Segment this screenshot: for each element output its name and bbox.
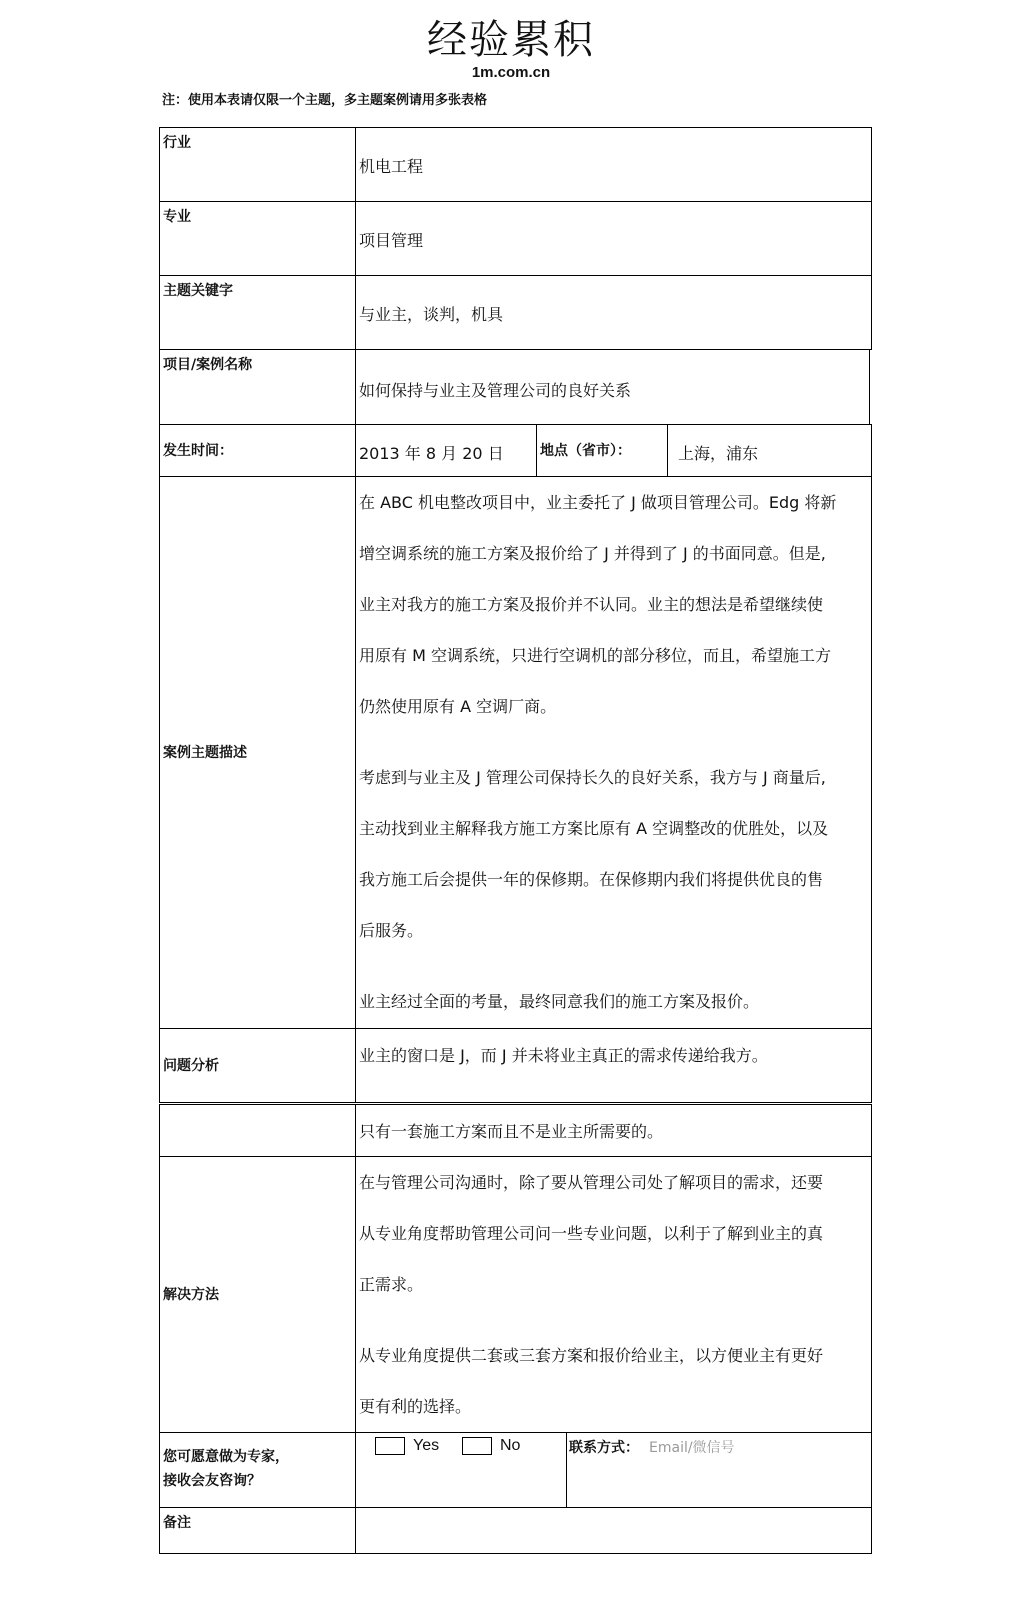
yes-label: Yes: [413, 1437, 440, 1454]
specialty-field[interactable]: [355, 201, 872, 276]
remarks-field[interactable]: [355, 1507, 872, 1554]
expert-label-line-2: 接收会友咨询？: [163, 1473, 261, 1489]
analysis-line-2: 只有一套施工方案而且不是业主所需要的。: [359, 1122, 664, 1141]
solution-line: 更有利的选择。: [359, 1397, 472, 1416]
industry-field[interactable]: [355, 127, 872, 202]
description-line: 主动找到业主解释我方施工方案比原有 A 空调整改的优胜处，以及: [359, 819, 829, 838]
expert-choice-field: [355, 1432, 567, 1508]
description-label: 案例主题描述: [159, 476, 356, 1029]
expert-label: [159, 1432, 356, 1508]
keywords-field[interactable]: [355, 275, 872, 350]
description-line: 我方施工后会提供一年的保修期。在保修期内我们将提供优良的售: [359, 870, 824, 889]
remarks-label: 备注: [159, 1507, 356, 1554]
solution-line: 正需求。: [359, 1275, 424, 1294]
usage-note: 注：使用本表请仅限一个主题，多主题案例请用多张表格: [162, 93, 488, 108]
description-line: 后服务。: [359, 921, 424, 940]
solution-line: 在与管理公司沟通时，除了要从管理公司处了解项目的需求，还要: [359, 1173, 824, 1192]
industry-value: 机电工程: [359, 157, 424, 176]
description-line: 考虑到与业主及 J 管理公司保持长久的良好关系，我方与 J 商量后,: [359, 768, 826, 787]
project-name-value: 如何保持与业主及管理公司的良好关系: [359, 381, 632, 400]
site-url: 1m.com.cn: [471, 64, 551, 81]
no-checkbox[interactable]: [462, 1437, 492, 1455]
description-line: 增空调系统的施工方案及报价给了 J 并得到了 J 的书面同意。但是,: [359, 544, 826, 563]
contact-field[interactable]: [566, 1432, 872, 1508]
analysis-label: 问题分析: [159, 1028, 356, 1103]
location-label: 地点（省市）：: [536, 424, 668, 477]
solution-paragraph-2: [359, 1330, 868, 1432]
location-field[interactable]: [667, 424, 872, 477]
time-label: 发生时间：: [159, 424, 356, 477]
specialty-label: 专业: [159, 201, 356, 276]
specialty-value: 项目管理: [359, 231, 424, 250]
description-paragraph-1: [359, 477, 868, 732]
no-label: No: [500, 1437, 521, 1454]
expert-label-line-1: 您可愿意做为专家，: [163, 1449, 289, 1465]
solution-field[interactable]: [355, 1156, 872, 1433]
contact-label: 联系方式：: [569, 1440, 639, 1456]
time-field[interactable]: [355, 424, 537, 477]
analysis-field-1[interactable]: [355, 1028, 872, 1103]
yes-checkbox[interactable]: [375, 1437, 405, 1455]
page-title: 经验累积: [427, 17, 595, 63]
description-line: 业主对我方的施工方案及报价并不认同。业主的想法是希望继续使: [359, 595, 824, 614]
keywords-value: 与业主，谈判，机具: [359, 305, 504, 324]
solution-line: 从专业角度提供二套或三套方案和报价给业主，以方便业主有更好: [359, 1346, 824, 1365]
description-line: 仍然使用原有 A 空调厂商。: [359, 697, 557, 716]
solution-paragraph-1: [359, 1157, 868, 1310]
description-paragraph-2: [359, 752, 868, 956]
analysis-field-2[interactable]: [355, 1104, 872, 1157]
solution-label: 解决方法: [159, 1156, 356, 1433]
description-line: 在 ABC 机电整改项目中，业主委托了 J 做项目管理公司。Edg 将新: [359, 493, 837, 512]
analysis-line-1: 业主的窗口是 J，而 J 并未将业主真正的需求传递给我方。: [359, 1046, 768, 1065]
description-paragraph-3: 业主经过全面的考量，最终同意我们的施工方案及报价。: [359, 992, 760, 1011]
industry-label: 行业: [159, 127, 356, 202]
project-name-label: 项目/案例名称: [159, 349, 356, 425]
description-line: 用原有 M 空调系统，只进行空调机的部分移位，而且，希望施工方: [359, 646, 831, 665]
keywords-label: 主题关键字: [159, 275, 356, 350]
project-name-field[interactable]: [355, 349, 870, 425]
time-value: 2013 年 8 月 20 日: [359, 444, 504, 463]
location-value: 上海，浦东: [678, 444, 759, 463]
analysis-label-blank: [159, 1104, 356, 1157]
description-field[interactable]: [355, 476, 872, 1029]
contact-placeholder: Email/微信号: [649, 1440, 735, 1456]
solution-line: 从专业角度帮助管理公司问一些专业问题，以利于了解到业主的真: [359, 1224, 824, 1243]
